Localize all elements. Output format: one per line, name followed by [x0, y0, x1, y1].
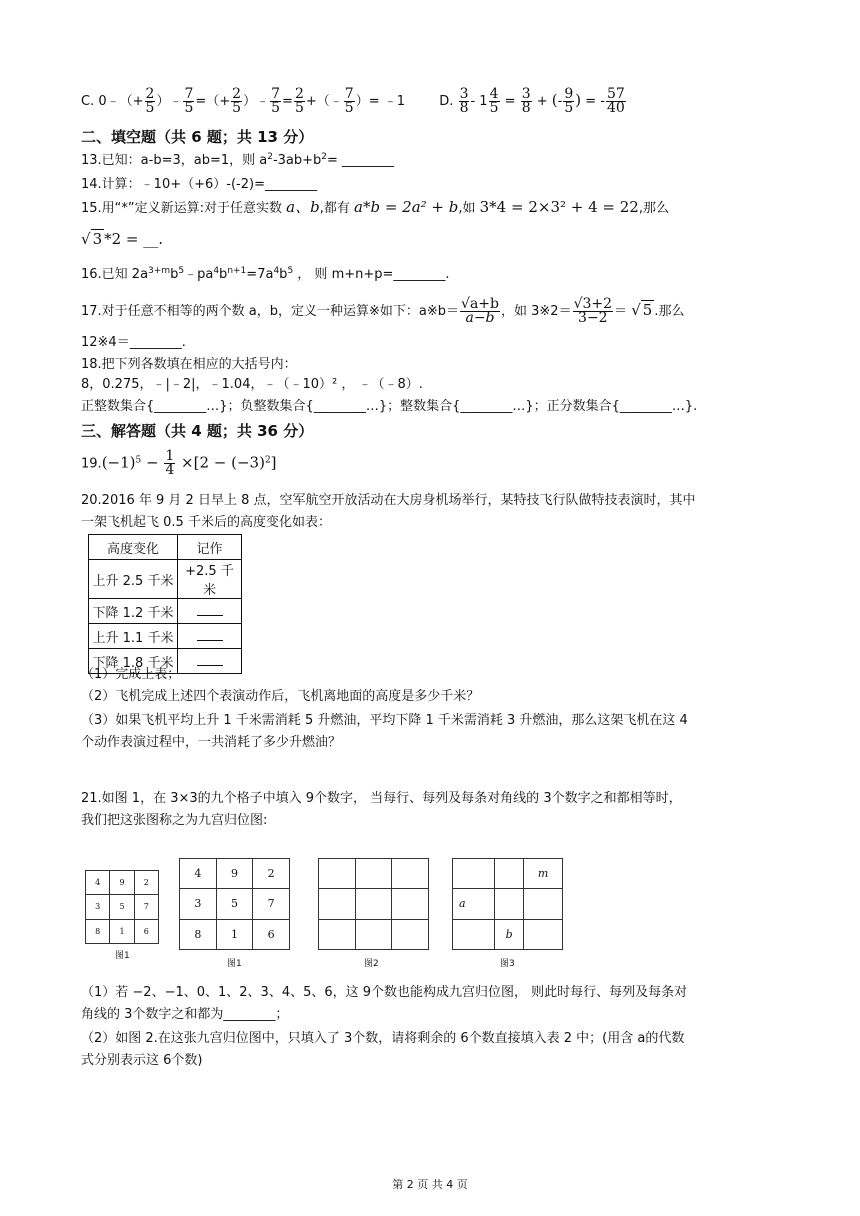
question-21-line1: 21.如图 1，在 3×3的九个格子中填入 9个数字， 当每行、每列及每条对角线的 3个数字之和都相等时，	[81, 791, 682, 806]
figure-caption: 图3	[500, 959, 515, 969]
fraction: $\frac{2}{5}$	[294, 86, 304, 116]
answer-blank[interactable]	[178, 649, 242, 674]
figure-caption: 图1	[115, 951, 130, 961]
question-15: 15.用“*”定义新运算:对于任意实数 a、b,都有 a*b = 2a² + b,如 3*4 = 2×3² + 4 = 22,那么	[81, 198, 669, 216]
question-21-part1: （1）若 −2、−1、0、1、2、3、4、5、6，这 9个数也能构成九宫归位图， 则此时每行、每列及每条对	[81, 985, 688, 1000]
question-21-part2: （2）如图 2.在这张九宫归位图中，只填入了 3个数，请将剩余的 6个数直接填入表 2 中；(用含 a的代数	[81, 1031, 685, 1046]
table-cell: 上升 2.5 千米	[89, 560, 178, 599]
section-heading-fill-blank: 二、填空题（共 6 题；共 13 分）	[81, 128, 314, 146]
question-16: 16.已知 $2a^{3+m}b^5﹣pa^4b^{n+1}=7a^4b^5$ ， 则 m+n+p=________.	[81, 266, 450, 282]
question-21-part1b: 角线的 3个数字之和都为________；	[81, 1007, 289, 1022]
page-footer: 第 2 页 共 4 页	[392, 1178, 468, 1191]
question-17-line2: 12※4＝________.	[81, 335, 186, 350]
figure-caption: 图1	[227, 959, 242, 969]
question-18: 18.把下列各数填在相应的大括号内：	[81, 357, 297, 372]
question-18-numbers: 8，0.275，﹣|﹣2|，﹣1.04，﹣（﹣10）² ， ﹣（﹣8）.	[81, 377, 423, 392]
fraction: $\frac{7}{5}$	[271, 86, 281, 116]
question-15-line2: √ 3 *2 = __.	[81, 230, 164, 248]
magic-square-small: 4 9 2 3 5 7 8 1 6	[85, 870, 159, 944]
question-21-line2: 我们把这张图称之为九宫归位图:	[81, 813, 268, 828]
fraction: $\frac{7}{5}$	[344, 86, 354, 116]
question-20-part3: （3）如果飞机平均上升 1 千米需消耗 5 升燃油，平均下降 1 千米需消耗 3 升燃油，那么这架飞机在这 4	[81, 713, 688, 728]
table-cell: 下降 1.8 千米	[89, 649, 178, 674]
table-header: 记作	[178, 535, 242, 560]
question-18-sets: 正整数集合{________…}；负整数集合{________…}；整数集合{________…}；正分数集合{________…}.	[81, 399, 698, 414]
table-cell: 下降 1.2 千米	[89, 599, 178, 624]
fraction: $\frac{7}{5}$	[184, 86, 194, 116]
question-20-line1: 20.2016 年 9 月 2 日早上 8 点，空军航空开放活动在大房身机场举行，某特技飞行队做特技表演时，其中	[81, 493, 696, 508]
q12-option-d: D. $\frac{3}{8}$ - 1 $\frac{4}{5}$ = $\frac{3}{8}$ + (- $\frac{9}{5}$ ) = - $\frac{57}{40}$	[439, 86, 625, 116]
question-21-part2b: 式分别表示这 6个数)	[81, 1053, 203, 1068]
question-20-part1: （1）完成上表；	[81, 667, 181, 682]
question-20-part2: （2）飞机完成上述四个表演动作后，飞机离地面的高度是多少千米？	[81, 689, 480, 704]
magic-square-figure2	[318, 858, 429, 950]
question-20-line2: 一架飞机起飞 0.5 千米后的高度变化如表：	[81, 515, 331, 530]
fraction: $\frac{2}{5}$	[145, 86, 155, 116]
answer-blank[interactable]	[178, 599, 242, 624]
question-14: 14.计算：﹣10+（+6）-(-2)=________	[81, 177, 317, 192]
question-17: 17.对于任意不相等的两个数 a，b，定义一种运算※如下：a※b＝ $\frac{√a+b}{a-b}$ ，如 3※2＝ $\frac{√3+2}{3-2}$ ＝ √ 5 .那么	[81, 296, 685, 326]
height-change-table	[88, 534, 242, 674]
table-cell: +2.5 千米	[178, 560, 242, 599]
figure-caption: 图2	[364, 959, 379, 969]
question-20-part3b: 个动作表演过程中，一共消耗了多少升燃油？	[81, 735, 342, 750]
section-heading-solve: 三、解答题（共 4 题；共 36 分）	[81, 422, 314, 440]
magic-square-figure1: 4 9 2 3 5 7 8 1 6	[179, 858, 290, 950]
fraction: $\frac{2}{5}$	[232, 86, 242, 116]
table-cell: 上升 1.1 千米	[89, 624, 178, 649]
magic-square-figure3: m a b	[452, 858, 563, 950]
question-19: $19.(-1)^5$ − $\frac{1}{4}$ $\times[2 - (-3)^2]$	[81, 448, 277, 478]
table-header: 高度变化	[89, 535, 178, 560]
question-13: 13.已知：a-b=3，ab=1，则 $a^2-3ab+b^2=$ ________	[81, 152, 395, 168]
q12-option-c: C. 0﹣（+ $\frac{2}{5}$ ）﹣ $\frac{7}{5}$ =（+ $\frac{2}{5}$ ）﹣ $\frac{7}{5}$ = $\frac{2}{5}$ +（﹣ $\frac{7}{5}$ ）= ﹣1 D. $\frac{3}{8}$ - 1 $\frac{4}{5}$ = $\frac{3}{8}$ + (- $\frac{9}{5}$ ) = - $\frac{57}{40}$	[81, 86, 625, 116]
answer-blank[interactable]	[178, 624, 242, 649]
